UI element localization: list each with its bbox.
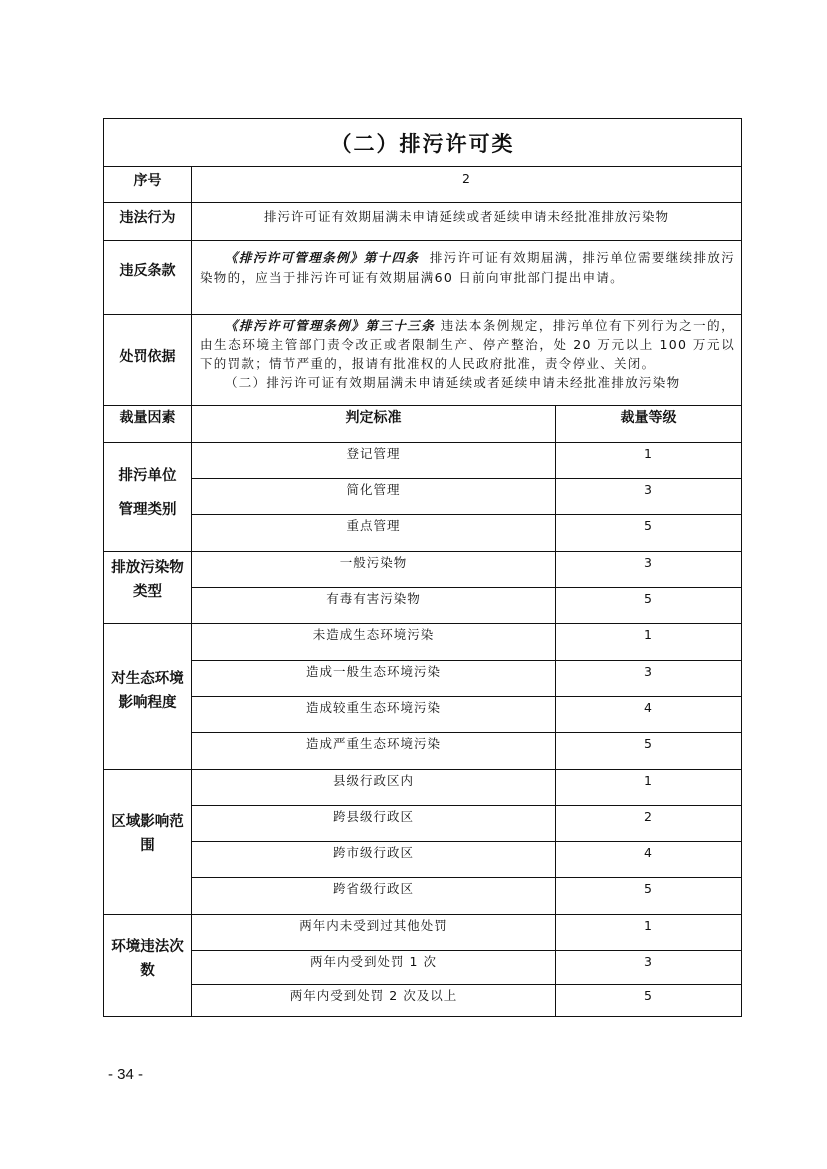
factor-name [104, 769, 191, 914]
level-cell: 1 [644, 918, 653, 933]
penalty-basis-body: 违法本条例规定，排污单位有下列行为之一的，由生态环境主管部门责令改正或者限制生产、停产整治，处 20 万元以上 100 万元以下的罚款；情节严重的，报请有批准权的人民政府批准，责令停业、关闭。 [200, 318, 735, 371]
section-title: （二）排污许可类 [330, 131, 515, 156]
level-cell: 3 [644, 664, 653, 679]
violation-value: 排污许可证有效期届满未申请延续或者延续申请未经批准排放污染物 [263, 209, 669, 224]
serial-label: 序号 [133, 173, 162, 189]
factor-name-line: 围 [140, 837, 155, 854]
header-criteria: 判定标准 [345, 410, 402, 426]
factor-name-line: 数 [140, 962, 155, 979]
serial-value: 2 [462, 171, 471, 186]
penalty-basis-item: （二）排污许可证有效期届满未申请延续或者延续申请未经批准排放污染物 [225, 375, 681, 390]
factor-name [104, 914, 191, 1017]
factor-name-line: 管理类别 [118, 501, 177, 518]
criteria-cell: 县级行政区内 [332, 773, 414, 788]
clause-lead: 《排污许可管理条例》第十四条 [225, 250, 420, 265]
level-cell: 1 [644, 627, 653, 642]
violation-label: 违法行为 [119, 210, 176, 226]
level-cell: 4 [644, 845, 653, 860]
level-cell: 5 [644, 518, 653, 533]
criteria-cell: 一般污染物 [339, 555, 408, 570]
criteria-cell: 造成一般生态环境污染 [305, 664, 441, 679]
penalty-basis-label: 处罚依据 [119, 348, 176, 365]
criteria-cell: 未造成生态环境污染 [312, 627, 435, 642]
factor-name-line: 排污单位 [118, 467, 177, 484]
penalty-basis-lead: 《排污许可管理条例》第三十三条 [225, 318, 436, 333]
factor-name [104, 442, 191, 551]
header-factor: 裁量因素 [119, 410, 176, 426]
criteria-cell: 两年内受到处罚 2 次及以上 [289, 988, 458, 1003]
criteria-cell: 两年内未受到过其他处罚 [299, 918, 448, 933]
clause-text [192, 240, 741, 314]
criteria-cell: 重点管理 [346, 518, 401, 533]
factor-name-line: 类型 [133, 584, 162, 600]
criteria-cell: 简化管理 [346, 482, 401, 497]
level-cell: 3 [644, 954, 653, 969]
level-cell: 1 [644, 773, 653, 788]
level-cell: 2 [644, 809, 653, 824]
factor-name-line: 排放污染物 [111, 560, 184, 576]
level-cell: 5 [644, 988, 653, 1003]
level-cell: 5 [644, 881, 653, 896]
penalty-basis-text [192, 314, 741, 405]
factor-name-line: 区域影响范 [111, 813, 184, 830]
factor-name [104, 551, 191, 623]
level-cell: 4 [644, 700, 653, 715]
clause-label: 违反条款 [119, 263, 176, 279]
criteria-cell: 跨市级行政区 [332, 845, 414, 860]
header-level: 裁量等级 [620, 410, 677, 426]
criteria-cell: 跨县级行政区 [332, 809, 414, 824]
criteria-cell: 造成严重生态环境污染 [305, 736, 441, 751]
page-number: - 34 - [108, 1066, 144, 1083]
level-cell: 1 [644, 446, 653, 461]
level-cell: 5 [644, 736, 653, 751]
criteria-cell: 有毒有害污染物 [326, 591, 421, 606]
factor-name-line: 影响程度 [118, 695, 177, 711]
level-cell: 5 [644, 591, 653, 606]
criteria-cell: 跨省级行政区 [332, 881, 414, 896]
factor-name-line: 对生态环境 [111, 671, 184, 687]
level-cell: 3 [644, 555, 653, 570]
discretion-table [103, 118, 742, 1017]
criteria-cell: 造成较重生态环境污染 [305, 700, 441, 715]
clause-body: 排污许可证有效期届满，排污单位需要继续排放污染物的，应当于排污许可证有效期届满60 日前向审批部门提出申请。 [200, 250, 736, 285]
level-cell: 3 [644, 482, 653, 497]
factor-name-line: 环境违法次 [111, 938, 184, 955]
criteria-cell: 登记管理 [346, 446, 401, 461]
criteria-cell: 两年内受到处罚 1 次 [310, 954, 437, 969]
factor-name [104, 623, 191, 769]
